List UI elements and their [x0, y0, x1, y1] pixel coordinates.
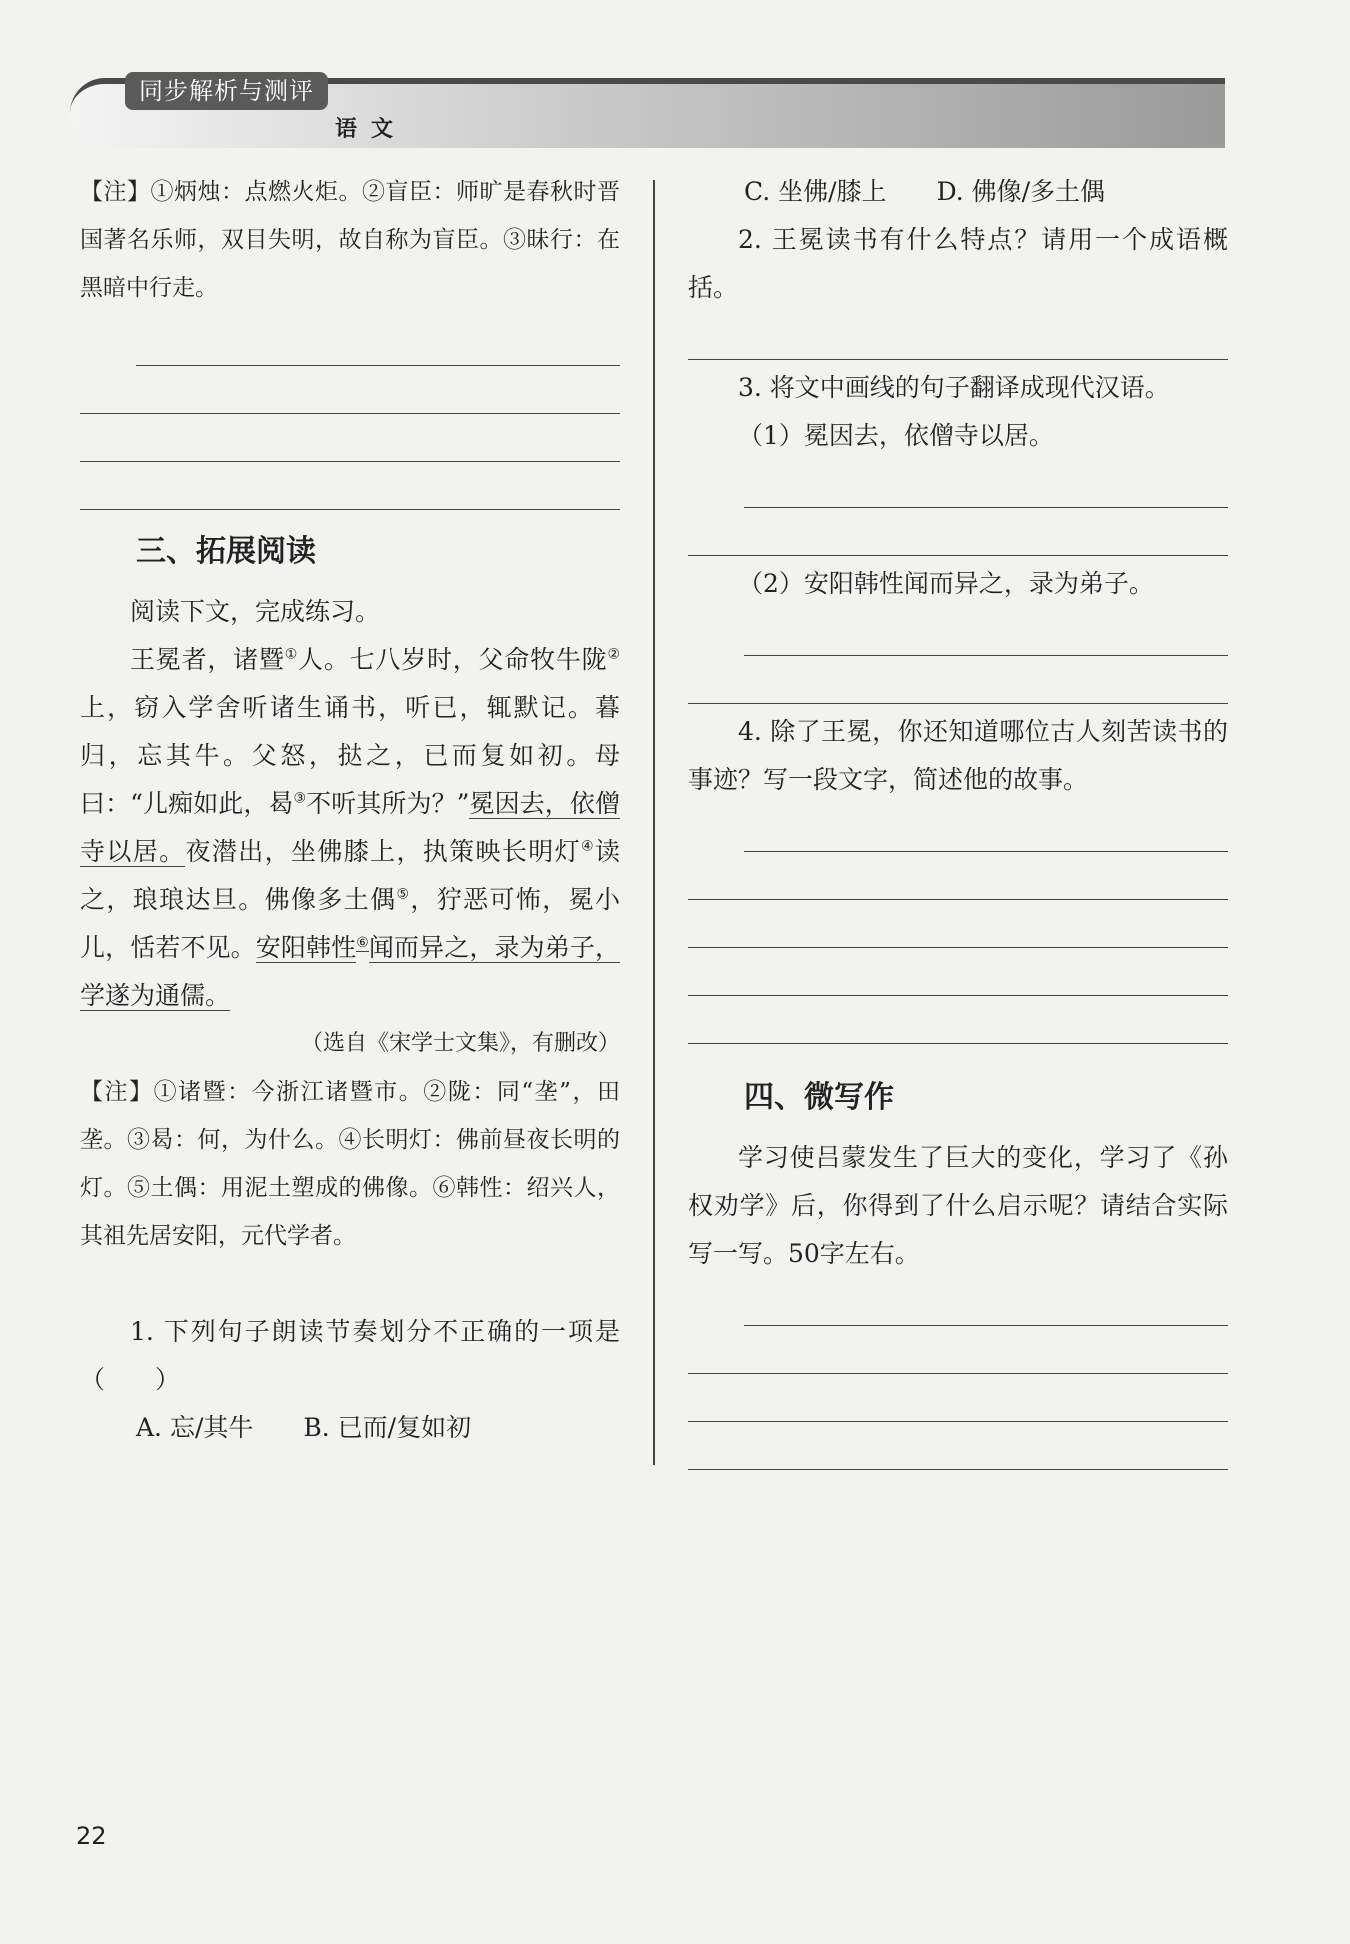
footnote-marker: ②: [607, 646, 620, 663]
passage-text: 不听其所为？”: [306, 789, 470, 818]
answer-line[interactable]: [80, 414, 620, 462]
passage-text: 夜潜出，坐佛膝上，执策映长明灯: [185, 837, 582, 866]
section-4-title: 四、微写作: [744, 1080, 894, 1115]
answer-area-1: [80, 318, 620, 510]
answer-line[interactable]: [80, 462, 620, 510]
left-column: [80, 168, 620, 1452]
note-2: 【注】①诸暨：今浙江诸暨市。②陇：同“垄”，田垄。③曷：何，为什么。④长明灯：佛前昼夜长明的灯。⑤土偶：用泥土塑成的佛像。⑥韩性：绍兴人，其祖先居安阳，元代学者。: [80, 1079, 620, 1249]
underlined-sentence: 闻而异之，录为弟子: [368, 933, 595, 962]
answer-line[interactable]: [688, 312, 1228, 360]
passage-text: ，狞恶可怖，冕小儿，恬若不见。: [80, 885, 620, 962]
option-b[interactable]: B. 已而/复如初: [303, 1413, 472, 1442]
page-number: 22: [76, 1822, 107, 1850]
question-1-options: [80, 1404, 620, 1452]
question-3-part-1: （1）冕因去，依僧寺以居。: [738, 421, 1054, 450]
question-1-options-cont: [688, 168, 1228, 216]
answer-line[interactable]: [688, 508, 1228, 556]
question-3-part-2: （2）安阳韩性闻而异之，录为弟子。: [738, 569, 1154, 598]
series-title: 同步解析与测评: [125, 72, 328, 110]
answer-line[interactable]: [744, 1278, 1228, 1326]
answer-line[interactable]: [744, 804, 1228, 852]
answer-line[interactable]: [688, 1326, 1228, 1374]
question-4: 4. 除了王冕，你还知道哪位古人刻苦读书的事迹？写一段文字，简述他的故事。: [688, 717, 1228, 794]
option-a[interactable]: A. 忘/其牛: [136, 1413, 254, 1442]
column-divider: [653, 180, 655, 1465]
answer-line[interactable]: [744, 608, 1228, 656]
passage-text: 读之，琅琅达旦。佛像多土偶: [80, 837, 620, 914]
reading-passage: [80, 636, 620, 1020]
section-3-title: 三、拓展阅读: [136, 534, 316, 569]
answer-line[interactable]: [136, 318, 620, 366]
passage-text: 王冕者，诸暨: [130, 645, 285, 674]
underlined-sentence: 冕因去，依僧寺以居。: [80, 789, 620, 866]
answer-line[interactable]: [688, 1422, 1228, 1470]
footnote-marker: ③: [293, 790, 307, 807]
passage-text: ，学遂为通儒。: [80, 933, 620, 1010]
question-1: 1. 下列句子朗读节奏划分不正确的一项是（ ）: [80, 1317, 620, 1394]
footnote-marker: ⑥: [356, 934, 369, 951]
question-2: 2. 王冕读书有什么特点？请用一个成语概括。: [688, 225, 1228, 302]
footnote-marker: ①: [284, 646, 299, 663]
subject-label: 语文: [335, 117, 408, 142]
passage-text: 上，窃入学舍听诸生诵书，听已，辄默记。暮归，忘其牛。父怒，挞之，已而复如初。母曰：“儿痴如此，曷: [80, 693, 620, 818]
passage-source: （选自《宋学士文集》，有删改）: [300, 1031, 620, 1056]
answer-line[interactable]: [688, 996, 1228, 1044]
answer-line[interactable]: [688, 1374, 1228, 1422]
question-3: 3. 将文中画线的句子翻译成现代汉语。: [738, 373, 1170, 402]
option-d[interactable]: D. 佛像/多土偶: [936, 177, 1106, 206]
note-1: 【注】①炳烛：点燃火炬。②盲臣：师旷是春秋时晋国著名乐师，双目失明，故自称为盲臣。③昧行：在黑暗中行走。: [80, 179, 620, 301]
footnote-marker: ④: [581, 838, 595, 855]
answer-line[interactable]: [744, 460, 1228, 508]
micro-writing-prompt: 学习使吕蒙发生了巨大的变化，学习了《孙权劝学》后，你得到了什么启示呢？请结合实际写一写。50字左右。: [688, 1143, 1228, 1268]
answer-line[interactable]: [688, 900, 1228, 948]
footnote-marker: ⑤: [396, 886, 411, 903]
answer-line[interactable]: [688, 656, 1228, 704]
reading-instruction: 阅读下文，完成练习。: [130, 597, 381, 626]
option-c[interactable]: C. 坐佛/膝上: [744, 177, 887, 206]
underlined-sentence: 安阳韩性: [255, 933, 357, 962]
answer-line[interactable]: [688, 948, 1228, 996]
right-column: [688, 168, 1228, 1470]
answer-line[interactable]: [688, 852, 1228, 900]
answer-line[interactable]: [80, 366, 620, 414]
passage-text: 人。七八岁时，父命牧牛陇: [298, 645, 608, 674]
